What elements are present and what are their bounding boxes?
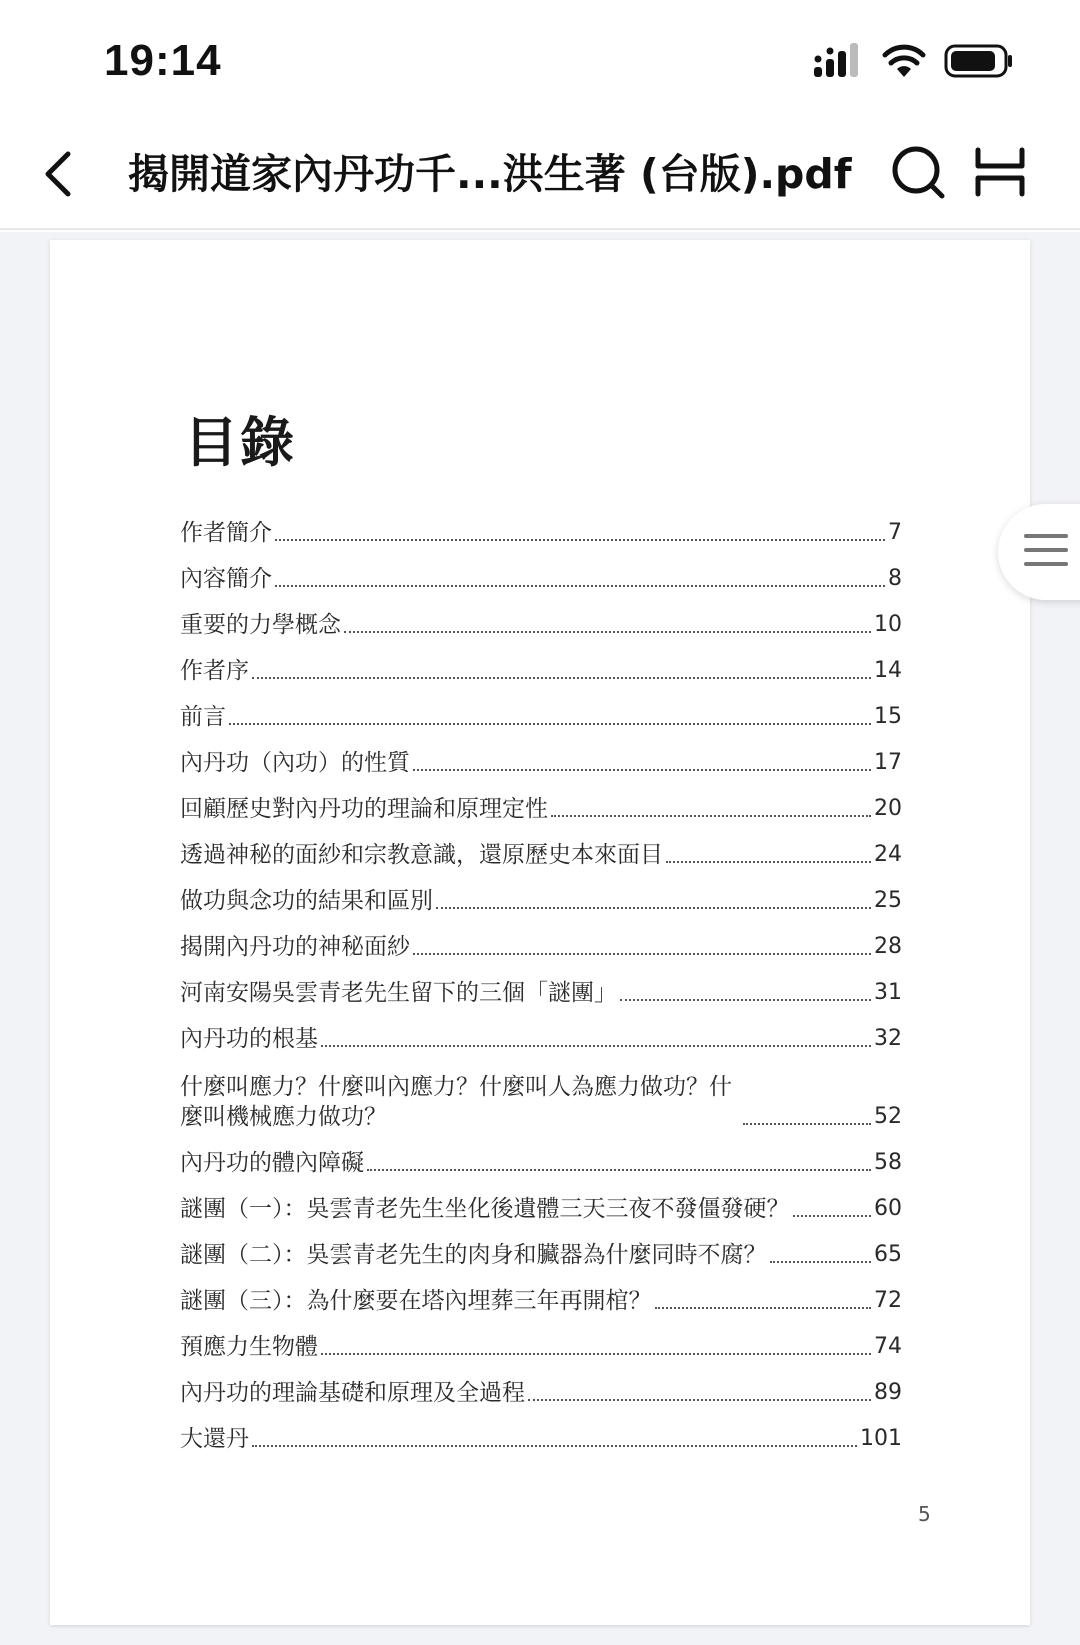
- toc-entry-page: 65: [874, 1242, 902, 1267]
- toc-entry-page: 8: [888, 566, 902, 591]
- toc-leader: [252, 1445, 857, 1447]
- toc-entry-title: 前言: [180, 704, 226, 730]
- toc-entry: [180, 1316, 902, 1362]
- toc-entry-page: 58: [874, 1150, 902, 1175]
- toc-leader: [413, 769, 871, 771]
- wifi-icon: [882, 43, 926, 79]
- toc-entry: [180, 916, 902, 962]
- status-time: 19:14: [104, 36, 222, 85]
- toc-entry-page: 10: [874, 612, 902, 637]
- toc-entry-page: 7: [888, 520, 902, 545]
- pdf-page: [50, 240, 1030, 1625]
- toc-heading: 目錄: [184, 410, 296, 474]
- toc-entry-title: 大還丹: [180, 1426, 249, 1452]
- toc-entry-title: 重要的力學概念: [180, 612, 341, 638]
- toc-leader: [655, 1307, 872, 1309]
- toc-entry-title: 內丹功（內功）的性質: [180, 750, 410, 776]
- toc-entry-page: 20: [874, 796, 902, 821]
- toc-entry: [180, 1408, 902, 1454]
- search-icon[interactable]: [888, 140, 952, 204]
- toc-entry-title: 內丹功的理論基礎和原理及全過程: [180, 1380, 525, 1406]
- toc-entry: [180, 870, 902, 916]
- toc-entry-page: 15: [874, 704, 902, 729]
- toc-entry: [180, 1224, 902, 1270]
- toc-leader: [793, 1215, 872, 1217]
- pdf-viewer[interactable]: [0, 232, 1080, 1645]
- hamburger-menu-icon: [1024, 534, 1068, 570]
- toc-entry-title: 謎團（一）：吳雲青老先生坐化後遺體三天三夜不發僵發硬？: [180, 1196, 790, 1222]
- toc-entry: [180, 1054, 902, 1132]
- toc-leader: [743, 1123, 871, 1125]
- toc-leader: [252, 677, 871, 679]
- split-view-icon[interactable]: [968, 140, 1032, 204]
- toc-entry-page: 60: [874, 1196, 902, 1221]
- toc-entry: [180, 548, 902, 594]
- toc-entry-page: 25: [874, 888, 902, 913]
- toc-leader: [528, 1399, 871, 1401]
- toc-entry-title: 什麼叫應力？什麼叫內應力？什麼叫人為應力做功？什麼叫機械應力做功？: [180, 1074, 732, 1130]
- toc-entry: [180, 1008, 902, 1054]
- toc-entry: [180, 824, 902, 870]
- toc-entry-title: 作者簡介: [180, 520, 272, 546]
- status-icons: [812, 40, 1014, 82]
- toc-entry-page: 32: [874, 1026, 902, 1051]
- document-title: 揭開道家內丹功千...洪生著 (台版).pdf: [128, 150, 852, 198]
- toc-entry: [180, 732, 902, 778]
- toc-entry: [180, 1362, 902, 1408]
- signal-icon: [812, 43, 864, 79]
- toc-entry-title: 透過神秘的面紗和宗教意識，還原歷史本來面目: [180, 842, 663, 868]
- toc-leader: [436, 907, 871, 909]
- toc-entry: [180, 594, 902, 640]
- toc-leader: [620, 999, 871, 1001]
- toc-leader: [666, 861, 871, 863]
- toc-entry: [180, 1178, 902, 1224]
- toc-entry-title: 揭開內丹功的神秘面紗: [180, 934, 410, 960]
- toc-entry-title: 做功與念功的結果和區別: [180, 888, 433, 914]
- toc-entry-title: 回顧歷史對內丹功的理論和原理定性: [180, 796, 548, 822]
- toc-entry-title: 謎團（二）：吳雲青老先生的肉身和臟器為什麼同時不腐？: [180, 1242, 767, 1268]
- toc-entry-page: 17: [874, 750, 902, 775]
- toc-entry-title: 河南安陽吳雲青老先生留下的三個「謎團」: [180, 980, 617, 1006]
- toc-entry-page: 52: [874, 1104, 902, 1129]
- toc-entry: [180, 962, 902, 1008]
- toc-entry: [180, 1132, 902, 1178]
- toc-entry-page: 31: [874, 980, 902, 1005]
- nav-bar: [0, 120, 1080, 230]
- toc-entry: [180, 778, 902, 824]
- toc-entry: [180, 640, 902, 686]
- toc-entry-page: 72: [874, 1288, 902, 1313]
- toc-leader: [413, 953, 871, 955]
- toc-entry-page: 89: [874, 1380, 902, 1405]
- toc-entry-title: 作者序: [180, 658, 249, 684]
- toc-entry: [180, 1270, 902, 1316]
- toc-leader: [367, 1169, 871, 1171]
- page-number: 5: [918, 1502, 931, 1526]
- toc-leader: [344, 631, 871, 633]
- toc-entry-page: 24: [874, 842, 902, 867]
- toc-entry-title: 內丹功的體內障礙: [180, 1150, 364, 1176]
- toc-entry: [180, 502, 902, 548]
- toc-entry-title: 預應力生物體: [180, 1334, 318, 1360]
- toc-entry-title: 內容簡介: [180, 566, 272, 592]
- back-icon[interactable]: [28, 142, 92, 206]
- toc-list: [180, 502, 902, 1454]
- toc-entry-page: 101: [860, 1426, 902, 1451]
- toc-leader: [321, 1045, 871, 1047]
- toc-entry-page: 14: [874, 658, 902, 683]
- status-bar: [0, 0, 1080, 120]
- toc-entry-page: 74: [874, 1334, 902, 1359]
- toc-leader: [275, 585, 885, 587]
- toc-leader: [275, 539, 885, 541]
- toc-entry: [180, 686, 902, 732]
- toc-entry-page: 28: [874, 934, 902, 959]
- toc-leader: [321, 1353, 871, 1355]
- toc-leader: [551, 815, 871, 817]
- toc-entry-title: 謎團（三）：為什麼要在塔內埋葬三年再開棺？: [180, 1288, 652, 1314]
- battery-icon: [944, 43, 1014, 79]
- toc-leader: [770, 1261, 872, 1263]
- toc-leader: [229, 723, 871, 725]
- toc-entry-title: 內丹功的根基: [180, 1026, 318, 1052]
